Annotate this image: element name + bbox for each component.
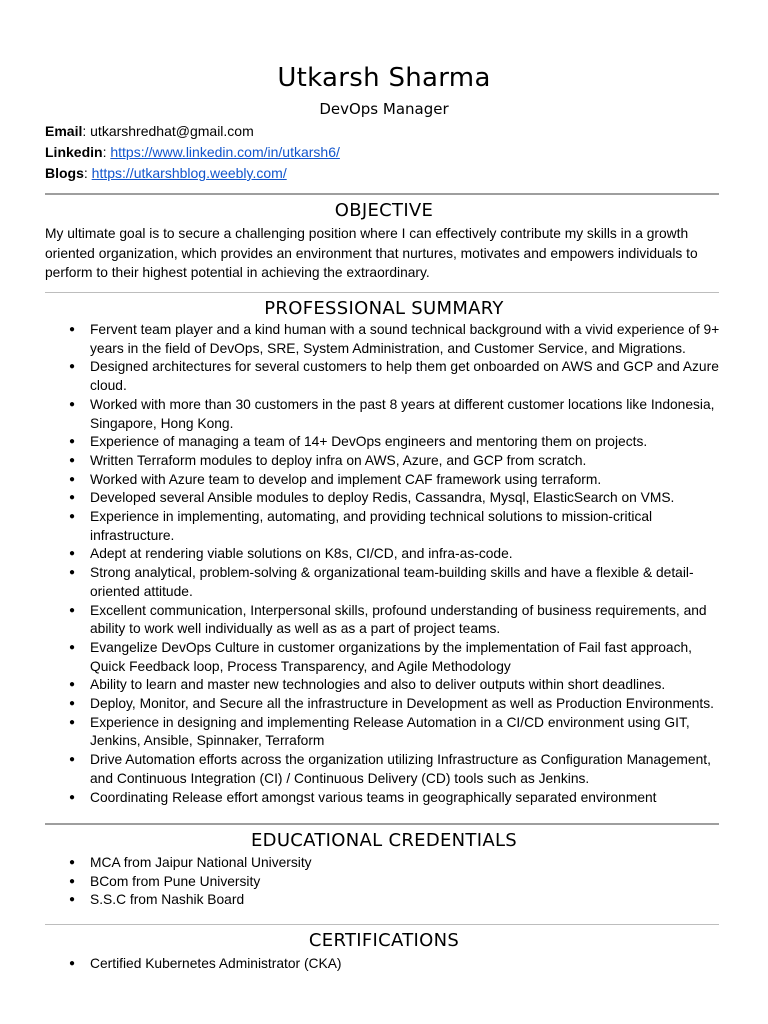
list-item-text: Coordinating Release effort amongst various teams in geographically separated environment [90,789,657,805]
summary-title: PROFESSIONAL SUMMARY [264,298,504,319]
email-row: Email: utkarshredhat@gmail.com [45,123,254,139]
list-item [45,433,725,452]
list-item [45,955,725,974]
education-list [45,854,725,910]
bullet-icon: ● [69,398,76,410]
list-item-text: Experience in designing and implementing Release Automation in a CI/CD environment using GIT, Jenkins, Ansible, Spinnaker, Terraform [90,714,690,749]
divider [45,924,719,925]
bullet-icon: ● [69,436,76,448]
bullet-icon: ● [69,361,76,373]
list-item-text: Experience of managing a team of 14+ DevOps engineers and mentoring them on projects. [90,434,648,450]
bullet-icon: ● [69,894,76,906]
list-item-text: Worked with more than 30 customers in the past 8 years at different customer locations like Indonesia, Singapore, Hong Kong. [90,396,715,431]
list-item [45,695,725,714]
list-item-text: Deploy, Monitor, and Secure all the infrastructure in Development as well as Production Environments. [90,696,714,712]
list-item [45,751,725,788]
bullet-icon: ● [69,958,76,969]
list-item-text: S.S.C from Nashik Board [90,892,245,908]
list-item [45,396,725,433]
blogs-row: Blogs: https://utkarshblog.weebly.com/ [45,165,287,181]
list-item [45,789,725,808]
list-item [45,489,725,508]
list-item-text: Worked with Azure team to develop and implement CAF framework using terraform. [90,471,602,487]
list-item [45,452,725,471]
list-item-text: Designed architectures for several customers to help them get onboarded on AWS and GCP and Azure cloud. [90,359,719,394]
list-item-text: Evangelize DevOps Culture in customer organizations by the implementation of Fail fast approach, Quick Feedback loop, Process Transparency, and Agile Methodology [90,639,693,674]
candidate-name: Utkarsh Sharma [277,63,491,93]
list-item [45,676,725,695]
list-item-text: Certified Kubernetes Administrator (CKA) [90,956,342,971]
list-item-text: Drive Automation efforts across the organization utilizing Infrastructure as Configuration Management, and Continuous Integration (CI) / Continuous Delivery (CD) tools such as Jenkins. [90,752,711,786]
list-item [45,471,725,490]
bullet-icon: ● [69,679,76,691]
certifications-list [45,955,725,974]
bullet-icon: ● [69,641,76,653]
list-item [45,358,725,395]
list-item-text: Excellent communication, Interpersonal skills, profound understanding of business requirements, and ability to work well individually as well as as a part of project teams. [90,602,707,637]
list-item [45,639,725,676]
bullet-icon: ● [69,454,76,466]
list-item-text: Developed several Ansible modules to deploy Redis, Cassandra, Mysql, ElasticSearch on VMS. [90,490,675,506]
bullet-icon: ● [69,791,76,803]
list-item-text: Ability to learn and master new technologies and also to deliver outputs within short deadlines. [90,677,666,693]
list-item-text: Strong analytical, problem-solving & organizational team-building skills and have a flexible & detail-oriented attitude. [90,565,694,599]
blogs-link[interactable]: https://utkarshblog.weebly.com/ [91,165,287,181]
bullet-icon: ● [69,492,76,504]
bullet-icon: ● [69,716,76,728]
list-item [45,508,725,545]
list-item [45,714,725,751]
divider [45,193,719,195]
objective-text: My ultimate goal is to secure a challenging position where I can effectively contribute my skills in a growth oriented organization, which provides an environment that nurtures, motivates and empowers individuals to perform to their highest potential in achieving the extraordinary. [45,226,698,280]
list-item-text: Experience in implementing, automating, and providing technical solutions to mission-critical infrastructure. [90,509,653,543]
bullet-icon: ● [69,324,76,335]
linkedin-label: Linkedin [45,144,103,160]
list-item [45,873,725,892]
contact-block [45,121,340,184]
bullet-icon: ● [69,604,76,616]
bullet-icon: ● [69,511,76,523]
list-item-text: MCA from Jaipur National University [90,855,312,870]
candidate-role: DevOps Manager [319,100,449,118]
email-value: utkarshredhat@gmail.com [90,123,254,139]
bullet-icon: ● [69,473,76,485]
list-item [45,602,725,639]
objective-title: OBJECTIVE [334,200,434,221]
list-item [45,321,725,358]
linkedin-row: Linkedin: https://www.linkedin.com/in/utkarsh6/ [45,144,340,160]
list-item-text: Adept at rendering viable solutions on K8s, CI/CD, and infra-as-code. [90,546,513,562]
education-title: EDUCATIONAL CREDENTIALS [250,830,517,851]
summary-list [45,321,725,807]
bullet-icon: ● [69,875,76,887]
list-item [45,854,725,873]
divider [45,292,719,293]
list-item-text: Fervent team player and a kind human with a sound technical background with a vivid experience of 9+ years in the field of DevOps, SRE, System Administration, and Customer Service, and Migrations. [90,322,720,356]
list-item [45,564,725,601]
list-item [45,545,725,564]
list-item-text: BCom from Pune University [90,873,261,889]
bullet-icon: ● [69,548,76,560]
certifications-title: CERTIFICATIONS [308,930,460,951]
list-item [45,891,725,910]
blogs-label: Blogs [45,165,84,181]
linkedin-link[interactable]: https://www.linkedin.com/in/utkarsh6/ [110,144,340,160]
bullet-icon: ● [69,857,76,868]
bullet-icon: ● [69,567,76,579]
divider [45,823,719,825]
list-item-text: Written Terraform modules to deploy infra on AWS, Azure, and GCP from scratch. [90,452,587,468]
email-label: Email [45,123,83,139]
bullet-icon: ● [69,698,76,710]
bullet-icon: ● [69,754,76,766]
